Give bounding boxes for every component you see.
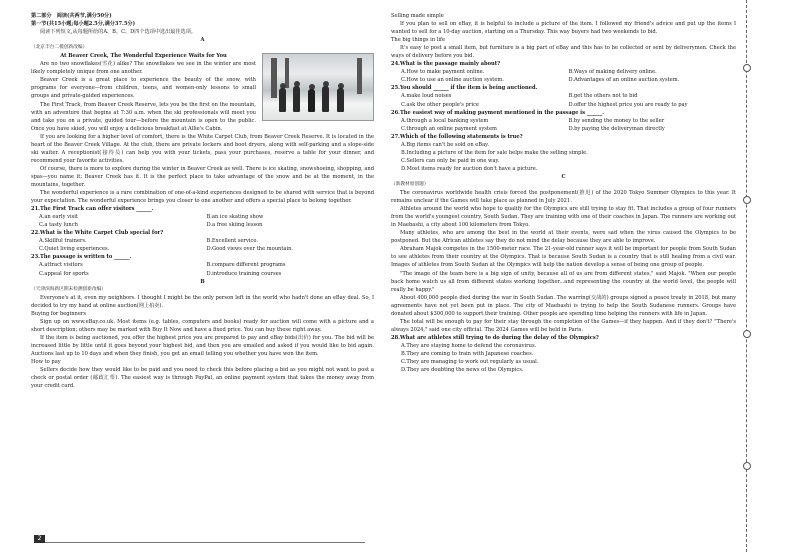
left-column <box>31 12 374 390</box>
option[interactable]: D.Most items ready for auction don't have a picture. <box>401 165 538 172</box>
passage-b-subheading: The big things in life <box>391 37 445 44</box>
option[interactable]: D.a free skiing lesson <box>206 222 263 229</box>
passage-b-subheading: How to pay <box>31 359 61 366</box>
section-heading: 第二部分 阅读(共两节,满分50分) <box>31 13 112 19</box>
question-28-stem: 28.What are athletes still trying to do during the delay of the Olympics? <box>391 334 599 341</box>
passage-c-paragraph: The total will be enough to pay for their stay through the completion of the Games—if they happen. And if they don't? "There's always 2024," said one city official. The 2024 Games will be held in Paris. <box>391 318 736 333</box>
question-22-stem: 22.What is the White Carpet Club special for? <box>31 230 164 237</box>
passage-b-subheading: Buying for beginners <box>31 310 86 317</box>
option[interactable]: D.They are doubting the news of the Olympics. <box>401 367 524 374</box>
option[interactable]: B.Including a picture of the item for sale helps make the selling simple. <box>401 149 588 156</box>
option[interactable]: A.an early visit <box>39 214 78 221</box>
person-figure <box>279 88 286 112</box>
option[interactable]: B.compare different programs <box>206 262 286 269</box>
option[interactable]: A.through a local banking system <box>401 117 489 124</box>
option[interactable]: D.introduce training courses <box>206 270 282 277</box>
passage-b-paragraph: If the item is being auctioned, you offer the highest price you are prepared to pay and eBay bids(出价) for you. The bid will be increased little by little until it goes beyond your highest bid, and then you are emailed and asked if you would like to bid again. Auctions last up to 10 days and when they finish, you get an email telling you whether you have won the item. <box>31 334 374 357</box>
passage-b-paragraph: Everyone's at it, even my neighbors. I thought I might be the only person left in the world who hadn't done an eBay deal. So, I decided to try my hand at online auction(网上拍卖). <box>31 294 374 309</box>
passage-a-paragraph: The First Track, from Beaver Creek Reserve, lets you be the first on the mountain, with an adventure that begins at 7:30 a.m. when the ski professionals will meet you and take you on a private, guided tour—before the mountain is open to the public. Once you have skied, you will enjoy a delicious breakfast at Allie's Cabin. <box>31 101 256 132</box>
option[interactable]: C.through an online payment system <box>401 125 497 132</box>
passage-c-letter: C <box>561 173 566 180</box>
option[interactable]: C.a tasty lunch <box>39 222 78 229</box>
option[interactable]: D.by paying the deliveryman directly <box>568 125 665 132</box>
passage-a-source: （北京丰台二模创新改编） <box>31 45 88 51</box>
question-24-stem: 24.What is the passage mainly about? <box>391 61 501 68</box>
question-23-stem: 23.The passage is written to ______. <box>31 254 132 261</box>
passage-c-paragraph: The coronavirus worldwide health crisis forced the postponement(推迟) of the 2020 Tokyo Summer Olympics to this year. It remains unclear if the Games will take place as planned in July 2021. <box>391 190 736 205</box>
option[interactable]: B.Excellent service. <box>206 238 259 245</box>
question-25-stem: 25.You should ______ if the item is being auctioned. <box>391 85 538 92</box>
option[interactable]: A.How to make payment online. <box>401 69 485 76</box>
passage-c-paragraph: About 400,000 people died during the war in South Sudan. The warring(交战的) groups signed a peace treaty in 2018, but many agreements have not yet been put in place. The city of Maebashi is trying to help the South Sudanese runners. Groups have donated about $300,000 to support their training. Other people are spending time helping the runners with life in Japan. <box>391 294 736 317</box>
question-22-options <box>31 237 374 253</box>
option[interactable]: C.They are managing to work out regularly as usual. <box>401 359 539 366</box>
passage-b-letter: B <box>200 278 205 285</box>
passage-a-paragraph: If you are looking for a higher level of comfort, there is the White Carpet Club, from Beaver Creek Reserve. It is located in the heart of the Beaver Creek Village. At the club, there are private lockers and boot dryers, along with self-parking and a slope-side ski waiter. A receptionist(接待员) can help you with your tickets, pass your purchases, reserve a table for your dinner, and recommend your favorite activities. <box>31 133 374 164</box>
person-figure <box>322 86 329 112</box>
right-column <box>391 12 736 374</box>
option[interactable]: B.get the others not to bid <box>568 93 638 100</box>
person-figure <box>293 86 300 112</box>
skiers-photo <box>262 53 374 121</box>
passage-a-paragraph: Of course, there is more to explore during the winter in Beaver Creek as well. There is ice skating, snowshoeing, shopping, and spas—you name it; Beaver Creek has it. It is the perfect place to take advantage of the snow and be at the moment, in the mountains, together. <box>31 165 374 188</box>
instruction: 阅读下列短文,从每题所给的A、B、C、D四个选项中选出最佳选项。 <box>40 29 196 36</box>
option[interactable]: D.Advantages of an online auction system. <box>568 77 680 84</box>
option[interactable]: C.ask the other people's price <box>401 101 479 108</box>
option[interactable]: A.attract visitors <box>39 262 83 269</box>
passage-b-paragraph: Sign up on www.eBay.co.uk. Most items (e.g. tables, computers and books) ready for auction will come with a picture and a short description; others may be marked with Buy It Now and have a fixed price. You can buy these right away. <box>31 318 374 333</box>
footer-rule <box>45 542 365 543</box>
binding-hole-marker <box>743 64 751 72</box>
passage-a-paragraph: The wonderful experience is a rare combination of one-of-a-kind experiences designed to be shared with service that is beyond your expectation. The wonderful experience brings you closer to one another and offers a special place to belong together. <box>31 190 374 205</box>
option[interactable]: A.make loud noises <box>401 93 452 100</box>
option[interactable]: A.Big items can't be sold on eBay. <box>401 141 490 148</box>
passage-c-paragraph: Abraham Majok competes in the 1500-meter race. The 21-year-old runner says it will be important for people from South Sudan to see athletes from their country at the Olympics. That is because South Sudan is a country that is still healing from a civil war. Images of athletes from South Sudan at the Olympics will help the nation develop a sense of being one group of people. <box>391 246 736 269</box>
option[interactable]: A.Skillful trainers. <box>39 238 87 245</box>
binding-hole-marker <box>743 330 751 338</box>
passage-b-paragraph: Sellers decide how they would like to be paid and you need to check this before placing a bid as you might not want to post a check or postal order (邮政汇票). The easiest way is through PayPal, an online payment system that takes the money away from your credit card. <box>31 367 374 390</box>
passage-a-paragraph: Beaver Creek is a great place to experience the beauty of the snow, with programs for everyone—from children, teens, and women-only lessons to small groups and private-guided experiences. <box>31 77 256 100</box>
option[interactable]: D.offer the highest price you are ready to pay <box>568 101 688 108</box>
passage-a-letter: A <box>200 37 205 44</box>
tree-trunk <box>271 58 277 98</box>
question-25-options <box>391 92 736 108</box>
passage-c-paragraph: Many athletes, who are among the best in the world at their events, were sad when the virus caused the Olympics to be postponed. But the African athletes say they do not mind the delay because they are able to improve. <box>391 230 736 245</box>
page-number: 2 <box>34 535 45 543</box>
option[interactable]: D.Good views over the mountain. <box>206 246 294 253</box>
option[interactable]: C.Quiet living experiences. <box>39 246 110 253</box>
binding-hole-marker <box>743 196 751 204</box>
passage-c-source: （新教材原创题） <box>391 181 429 187</box>
passage-c-paragraph: "The image of the team here is a big sign of unity, because all of us are from different states," said Majok. "When our people back home watch us all from different states working together...and representing the country at the world level, the people will really be happy." <box>391 270 736 293</box>
passage-b-paragraph: If you plan to sell on eBay, it is helpful to include a picture of the item. I followed my friend's advice and put up the items I wanted to sell for a 10-day auction, starting on a Thursday. This way buyers had two weekends to bid. <box>391 21 736 36</box>
question-28-options <box>391 342 736 374</box>
question-21-stem: 21.The First Track can offer visitors ______. <box>31 206 154 213</box>
option[interactable]: C.Sellers can only be paid in one way. <box>401 157 500 164</box>
option[interactable]: B.an ice skating show <box>206 214 264 221</box>
option[interactable]: C.appeal for sports <box>39 270 89 277</box>
question-24-options <box>391 68 736 84</box>
question-26-stem: 26.The easiest way of making payment mentioned in the passage is ______. <box>391 109 605 116</box>
question-27-options <box>391 141 736 173</box>
option[interactable]: B.They are coming to train with Japanese coaches. <box>401 350 534 357</box>
passage-a-title: At Beaver Creek, The Wonderful Experience Waits for You <box>60 53 227 60</box>
question-27-stem: 27.Which of the following statements is true? <box>391 133 523 140</box>
passage-c-paragraph: Athletes around the world who hope to qualify for the Olympics are still trying to stay fit. That includes a group of four runners from the world's youngest country, South Sudan. They are training with one of their coaches in Japan. The runners are working out in Maebashi, a city about 100 kilometers from Tokyo. <box>391 206 736 229</box>
question-21-options <box>31 213 374 229</box>
option[interactable]: B.by sending the money to the seller <box>568 117 665 124</box>
passage-a-paragraph: Are no two snowflakes(雪花) alike? The snowflakes we see in the winter are most likely completely unique from one another. <box>31 61 256 76</box>
option[interactable]: C.How to use an online auction system. <box>401 77 504 84</box>
option[interactable]: A.They are staying home to defend the coronavirus. <box>401 342 537 349</box>
binding-hole-marker <box>743 462 751 470</box>
option[interactable]: B.Ways of making delivery online. <box>568 69 657 76</box>
person-figure <box>337 88 344 112</box>
sub-section-heading: 第一节(共15小题;每小题2.5分,满分37.5分) <box>31 21 135 28</box>
question-23-options <box>31 261 374 277</box>
person-figure <box>308 89 315 112</box>
passage-b-paragraph: It's easy to post a small item, but furniture is a big part of eBay and this has to be collected or sent by deliverymen. Check the ways of delivery before you bid. <box>391 45 736 60</box>
passage-b-subheading: Selling made simple <box>391 13 444 19</box>
question-26-options <box>391 117 736 133</box>
passage-b-source: （天津滨海新区期末检测创新改编） <box>31 286 107 292</box>
tree-trunk <box>357 58 362 94</box>
